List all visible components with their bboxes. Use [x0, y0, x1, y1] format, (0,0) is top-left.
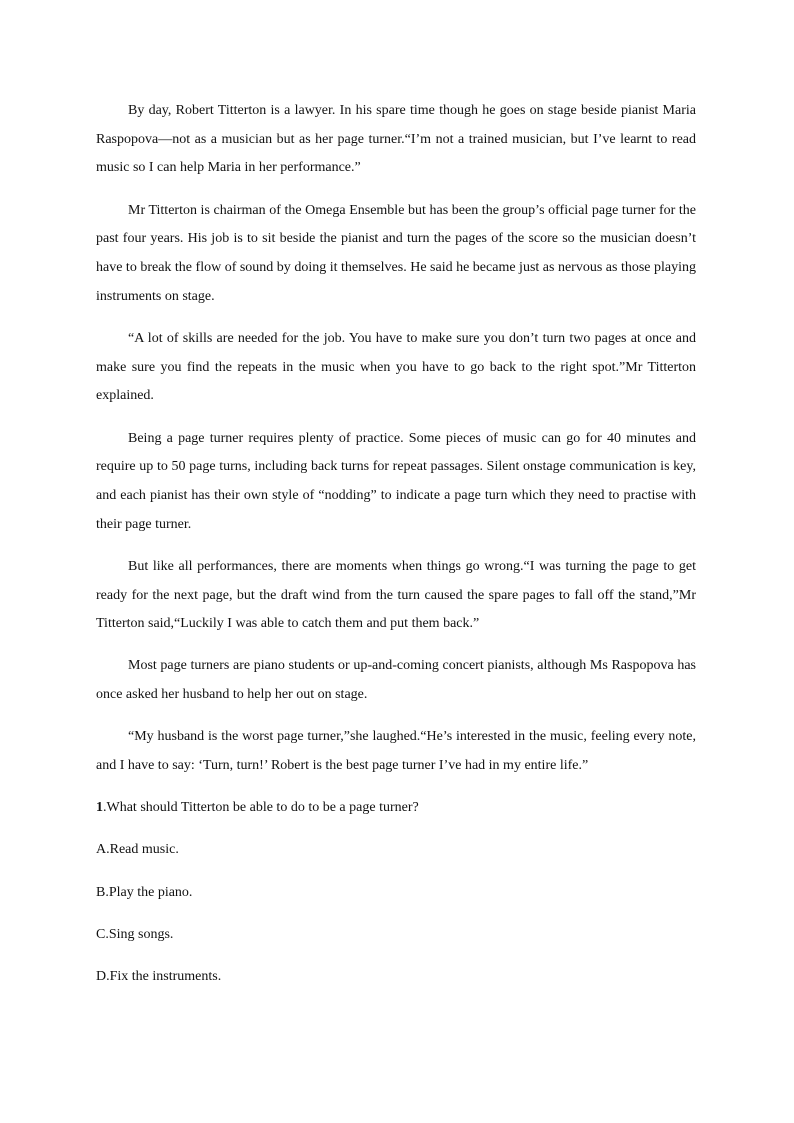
option-c: C.Sing songs.: [96, 926, 174, 942]
passage-paragraph-5: But like all performances, there are moments when things go wrong.“I was turning the page to get ready for the next page, but the draft wind from the turn caused the spare pages to fall off the stand,”Mr Titterton said,“Luckily I was able to catch them and put them back.”: [96, 558, 696, 632]
passage-paragraph-6: Most page turners are piano students or up-and-coming concert pianists, although Ms Raspopova has once asked her husband to help her out on stage.: [96, 658, 696, 703]
question-1: [96, 794, 696, 823]
option-a: A.Read music.: [96, 842, 179, 858]
passage-paragraph-7: “My husband is the worst page turner,”she laughed.“He’s interested in the music, feeling every note, and I have to say: ‘Turn, turn!’ Robert is the best page turner I’ve had in my entire life.”: [96, 729, 696, 774]
passage-paragraph-2: Mr Titterton is chairman of the Omega Ensemble but has been the group’s official page turner for the past four years. His job is to sit beside the pianist and turn the pages of the score so the musician doesn’t have to break the flow of sound by doing it themselves. He said he became just as nervous as those playing instruments on stage.: [96, 202, 696, 304]
passage-paragraph-4: Being a page turner requires plenty of practice. Some pieces of music can go for 40 minutes and require up to 50 page turns, including back turns for repeat passages. Silent onstage communication is key, and each pianist has their own style of “nodding” to indicate a page turn which they need to practise with their page turner.: [96, 430, 696, 532]
passage-paragraph-3: “A lot of skills are needed for the job. You have to make sure you don’t turn two pages at once and make sure you find the repeats in the music when you have to go back to the right spot.”Mr Titterton explained.: [96, 330, 696, 404]
question-text: .What should Titterton be able to do to be a page turner?: [103, 800, 419, 816]
option-d: D.Fix the instruments.: [96, 969, 222, 985]
document-body: [96, 97, 696, 1005]
option-b: B.Play the piano.: [96, 884, 193, 900]
question-number: 1: [96, 800, 103, 816]
passage-paragraph-1: By day, Robert Titterton is a lawyer. In his spare time though he goes on stage beside pianist Maria Raspopova—not as a musician but as her page turner.“I’m not a trained musician, but I’ve learnt to read music so I can help Maria in her performance.”: [96, 103, 696, 176]
